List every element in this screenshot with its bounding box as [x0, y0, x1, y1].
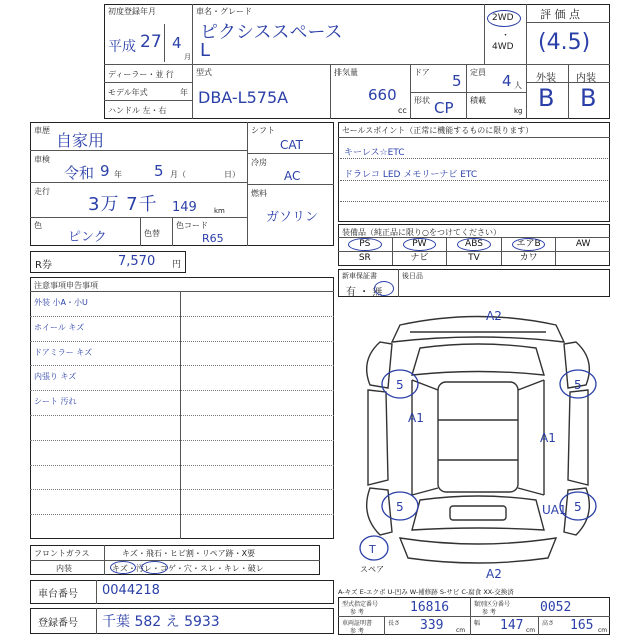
recycle-box: [30, 251, 186, 273]
interior-cond-value: キズ・汚レ・コゲ・穴・スレ・キレ・破レ: [112, 564, 264, 573]
mark-5-fl: 5: [396, 378, 404, 392]
interior-grade: B: [580, 84, 597, 112]
mark-5-rr: 5: [574, 500, 582, 514]
width-label: 幅: [474, 620, 481, 627]
mileage-value: 3万 7千: [88, 194, 158, 215]
warranty-label: 新車保証書: [342, 272, 377, 280]
damage-legend: A-キズ E-エクボ U-凹み W-補修跡 S-サビ C-腐食 XX-交換済: [338, 588, 514, 596]
note-line-2: ドアミラー キズ: [34, 347, 93, 357]
car-grade-label: 車名・グレード: [196, 7, 252, 16]
inspection-year: 9: [100, 162, 110, 180]
usage-label: 車歴: [34, 126, 50, 135]
notes-title: 注意事項申告事項: [34, 281, 98, 290]
displacement-label: 排気量: [334, 68, 358, 77]
mark-a1-right: A1: [540, 431, 556, 445]
mileage-sub: 149: [172, 200, 197, 215]
note-line-0: 外装 小A・小U: [34, 298, 88, 307]
equip1-2: ABS: [447, 238, 502, 251]
front-glass-value: キズ・飛石・ヒビ割・リペア跡・X要: [122, 549, 256, 558]
equip2-0: SR: [338, 252, 393, 265]
equipment-title: 装備品（純正品に限り○をつけてください）: [342, 228, 501, 237]
recycle-value: 7,570: [118, 254, 156, 269]
car-name: ピクシススペース: [200, 22, 343, 43]
mark-spare: T: [369, 543, 376, 556]
drive-4wd: 4WD: [492, 42, 514, 52]
equip1-3: エアB: [502, 238, 557, 251]
mileage-label: 走行: [34, 187, 50, 196]
mark-5-rl: 5: [396, 500, 404, 514]
color-code-label: 色コード: [176, 221, 208, 230]
fuel-value: ガソリン: [266, 210, 319, 225]
type-value: DBA-L575A: [198, 88, 289, 107]
type-no: 16816: [410, 600, 450, 615]
equip1-4: AW: [575, 239, 591, 249]
capacity-label: 定員: [470, 68, 486, 77]
mark-a2-rear: A2: [486, 567, 502, 581]
car-diagram: [340, 300, 616, 582]
height-label: 高さ: [542, 620, 555, 627]
displacement-value: 660: [368, 86, 397, 104]
eval-score: (4.5): [538, 30, 591, 55]
inspection-month: 5: [154, 162, 164, 180]
category-no: 0052: [540, 600, 572, 615]
first-reg-label: 初度登録年月: [108, 7, 156, 16]
mark-5-fr: 5: [574, 378, 582, 392]
shift-label: シフト: [251, 126, 275, 135]
fuel-label: 燃料: [251, 189, 267, 198]
sales-points-title: セールスポイント（正常に機能するものに限ります）: [342, 126, 534, 135]
height-value: 165: [570, 618, 594, 633]
sales-point-2: ドラレコ LED メモリーナビ ETC: [344, 170, 478, 180]
spare-label: スペア: [360, 565, 384, 574]
usage-value: 自家用: [56, 131, 105, 150]
shift-value: CAT: [280, 138, 303, 152]
warranty-value: 有 ・ 無: [346, 287, 383, 298]
eval-label: 評 価 点: [540, 8, 580, 21]
length-label: 長さ: [388, 620, 401, 627]
recycle-label: R券: [35, 260, 52, 271]
note-line-1: ホイール キズ: [34, 322, 85, 332]
category-label: 類別区分番号: [474, 601, 511, 608]
length-value: 339: [420, 618, 444, 633]
front-glass-label: フロントガラス: [34, 549, 90, 558]
aircon-value: AC: [284, 169, 301, 183]
type-label: 型式: [196, 68, 212, 77]
equip2-1: ナビ: [393, 252, 448, 265]
color-label: 色: [34, 221, 42, 230]
color-change-label: 色替: [144, 229, 160, 238]
first-reg-year: 27: [140, 32, 162, 52]
interior-label: 内装: [576, 73, 596, 84]
registration-label: 登録番号: [38, 618, 78, 629]
first-reg-era: 平成: [108, 39, 136, 55]
door-value: 5: [452, 72, 462, 90]
shape-label: 形状: [414, 96, 430, 105]
color-code-value: R65: [202, 232, 224, 245]
note-line-3: 内張り キズ: [34, 372, 77, 382]
type-no-label: 型式指定番号: [342, 601, 379, 608]
equip2-2: TV: [447, 252, 502, 265]
equip1-1: PW: [393, 238, 448, 251]
door-label: ドア: [414, 68, 430, 77]
color-value: ピンク: [68, 230, 107, 245]
equip1-0: PS: [338, 238, 393, 251]
interior-cond-label: 内装: [56, 564, 72, 573]
model-year-label: モデル年式: [108, 88, 148, 97]
mark-ua1: UA1: [542, 503, 567, 517]
car-grade: L: [200, 40, 211, 61]
dealer-label: ディーラー・並 行: [108, 70, 174, 79]
aircon-label: 冷房: [251, 158, 267, 167]
drive-2wd: 2WD: [492, 13, 514, 23]
registration-value: 千葉 582 え 5933: [102, 614, 220, 630]
note-line-4: シート 汚れ: [34, 397, 77, 407]
exterior-label: 外装: [536, 73, 556, 84]
mark-a2-front: A2: [486, 309, 502, 323]
capacity-value: 4: [502, 72, 512, 90]
equipment-row-1: [338, 238, 610, 251]
mark-a1-left: A1: [408, 411, 424, 425]
chassis-value: 0044218: [102, 583, 160, 598]
equip2-4: [556, 252, 610, 265]
inspection-label: 車検: [34, 155, 50, 164]
load-label: 積載: [470, 96, 486, 105]
handle-label: ハンドル 左・右: [108, 106, 167, 115]
shape-value: CP: [434, 99, 454, 117]
sales-point-1: キーレス☆ETC: [344, 148, 405, 158]
inspection-era: 令和: [64, 164, 95, 182]
exterior-grade: B: [538, 84, 555, 112]
after-label: 後日品: [402, 272, 423, 280]
equip2-3: カワ: [502, 252, 557, 265]
chassis-label: 車台番号: [38, 589, 78, 600]
width-value: 147: [500, 618, 524, 633]
first-reg-month: 4: [172, 34, 182, 52]
equipment-row-2: [338, 252, 610, 265]
notes-grid: [30, 291, 334, 539]
